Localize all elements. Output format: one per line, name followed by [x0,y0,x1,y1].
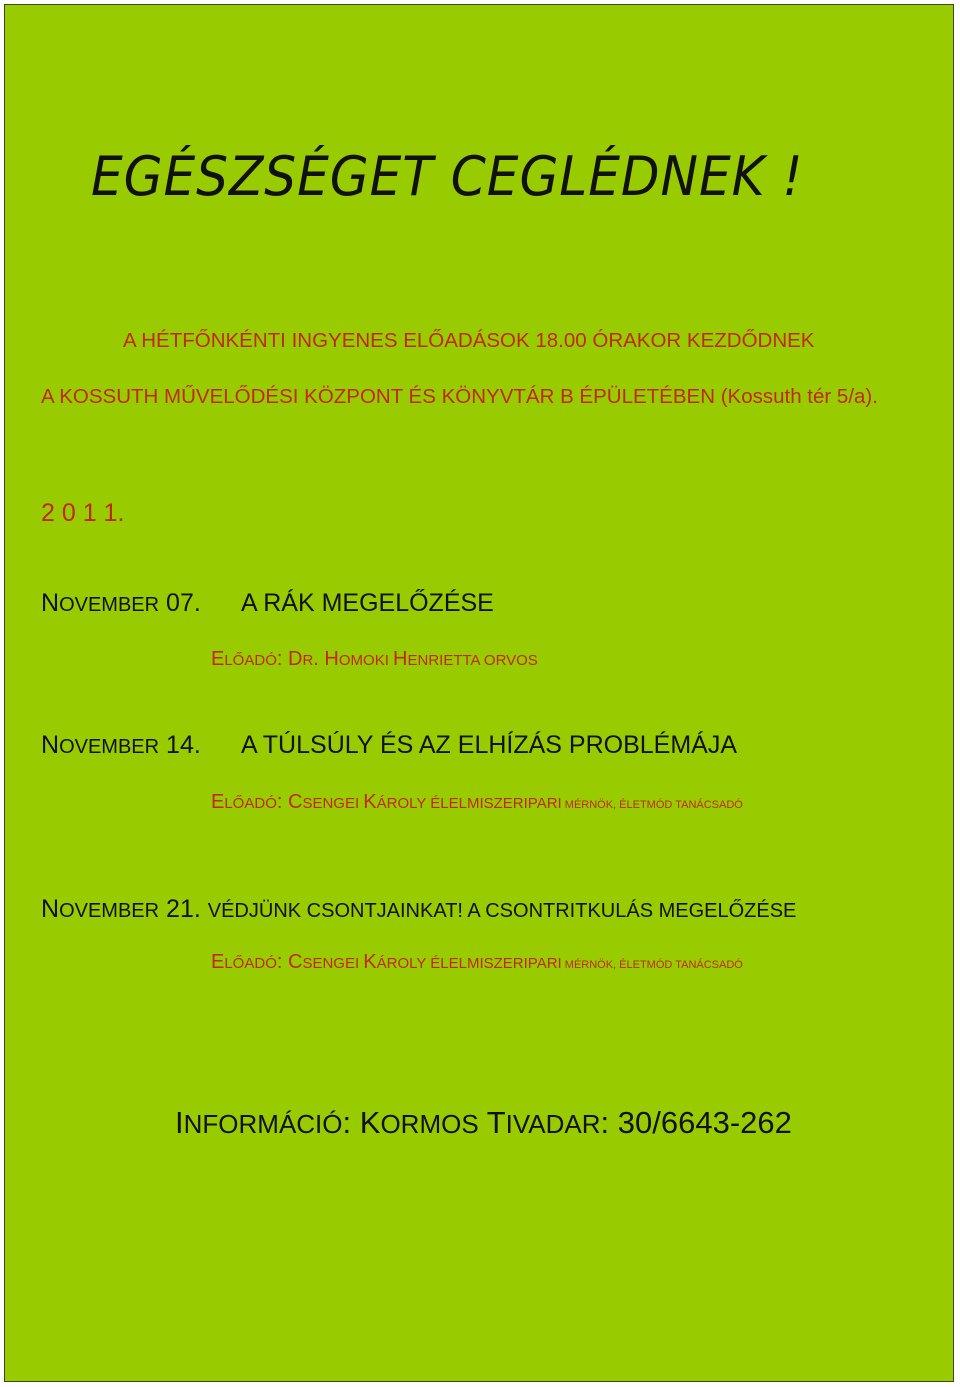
date-day: 07. [159,589,201,617]
speaker-colon: : [276,951,288,973]
speaker-name-part: D [287,648,303,670]
year: 2 0 1 1. [41,499,125,527]
speaker-name-part: H [324,648,339,670]
speaker-name-part: ENRIETTA ORVOS [407,652,538,669]
speaker-label-rest: LŐADÓ [224,955,277,972]
speaker-name-part: K [363,951,377,973]
info-colon: : [342,1105,360,1140]
event-topic-1: A RÁK MEGELŐZÉSE [241,589,494,617]
speaker-name-part: . [313,648,325,670]
info-line [175,1105,792,1141]
event-speaker-2 [211,791,743,814]
speaker-name-part: ÁROLY [376,955,427,972]
intro-line-2: A KOSSUTH MŰVELŐDÉSI KÖZPONT ÉS KÖNYVTÁR B ÉPÜLETÉBEN (Kossuth tér 5/a). [41,385,878,408]
info-space [479,1105,487,1140]
info-rest-2: ORMOS [380,1109,479,1139]
speaker-name-part: C [287,951,303,973]
date-rest: OVEMBER [59,594,160,616]
speaker-label-initial: E [211,791,225,813]
speaker-name-part: SENGEI [302,795,360,812]
poster [4,4,954,1382]
event-date-1 [41,589,201,618]
event-speaker-1 [211,648,538,671]
info-rest-3: IVADAR [505,1109,601,1139]
intro-line-1: A HÉTFŐNKÉNTI INGYENES ELŐADÁSOK 18.00 ÓRAKOR KEZDŐDNEK [123,329,815,352]
speaker-label-rest: LŐADÓ [224,795,277,812]
event-topic-3-part2: ! A CSONTRITKULÁS MEGELŐZÉSE [457,900,797,922]
date-initial: N [41,731,60,759]
event-date-3 [41,895,796,924]
event-date-2 [41,731,201,760]
speaker-name-part: H [393,648,408,670]
info-initial-2: K [359,1105,381,1140]
speaker-name-part: OMOKI [338,652,389,669]
date-initial: N [41,895,60,923]
speaker-name-part: SENGEI [302,955,360,972]
speaker-name-part: C [287,791,303,813]
info-initial-3: T [486,1105,506,1140]
date-day: 14. [159,731,201,759]
event-topic-3-part1: VÉDJÜNK CSONTJAINKAT [207,900,458,922]
speaker-label-rest: LŐADÓ [224,652,277,669]
speaker-label-initial: E [211,951,225,973]
speaker-colon: : [276,791,288,813]
speaker-name-part: ÉLELMISZERIPARI [430,955,562,972]
event-speaker-3 [211,951,743,974]
date-rest: OVEMBER [59,736,160,758]
speaker-name-part: R [302,652,314,669]
speaker-label-initial: E [211,648,225,670]
speaker-name-part: ÁROLY [376,795,427,812]
event-topic-2: A TÚLSÚLY ÉS AZ ELHÍZÁS PROBLÉMÁJA [241,731,738,759]
info-rest-1: NFORMÁCIÓ [183,1109,343,1139]
speaker-name-part: MÉRNÖK, ÉLETMÓD TANÁCSADÓ [564,799,743,811]
speaker-colon: : [276,648,288,670]
date-rest: OVEMBER [59,900,160,922]
speaker-name-part: ÉLELMISZERIPARI [430,795,562,812]
info-phone: : 30/6643-262 [600,1105,792,1140]
date-initial: N [41,589,60,617]
info-initial-1: I [175,1105,184,1140]
date-day: 21. [159,895,208,923]
speaker-name-part: MÉRNÖK, ÉLETMÓD TANÁCSADÓ [564,959,743,971]
speaker-name-part: K [363,791,377,813]
poster-title: EGÉSZSÉGET CEGLÉDNEK ! [91,145,804,208]
